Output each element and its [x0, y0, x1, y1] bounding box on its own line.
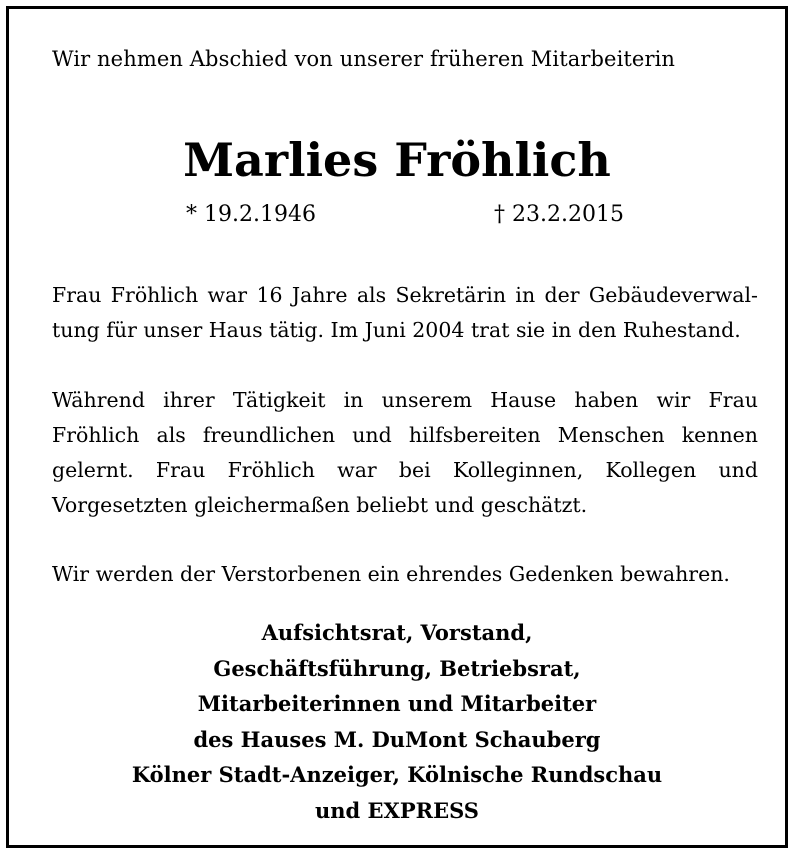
- birth-date: * 19.2.1946: [186, 202, 316, 227]
- death-date: † 23.2.2015: [494, 202, 624, 227]
- text-line: Fröhlich als freundlichen und hilfsbereiten Menschen kennen: [52, 423, 758, 447]
- signature-line: Geschäftsführung, Betriebsrat,: [213, 655, 581, 681]
- text-line: Während ihrer Tätigkeit in unserem Hause haben wir Frau: [52, 388, 758, 412]
- signature-line: und EXPRESS: [315, 797, 479, 823]
- text-line: Vorgesetzten gleichermaßen beliebt und geschätzt.: [52, 493, 588, 517]
- paragraph-tribute: [52, 383, 758, 523]
- deceased-name: Marlies Fröhlich: [183, 133, 611, 187]
- signature-line: Kölner Stadt-Anzeiger, Kölnische Rundschau: [131, 762, 663, 787]
- text-line: tung für unser Haus tätig. Im Juni 2004 trat sie in den Ruhestand.: [52, 318, 741, 342]
- paragraph-remembrance: [52, 557, 758, 592]
- text-line: Wir werden der Verstorbenen ein ehrendes Gedenken bewahren.: [52, 562, 730, 586]
- signature-line: Aufsichtsrat, Vorstand,: [261, 620, 533, 645]
- text-line: gelernt. Frau Fröhlich war bei Kolleginnen, Kollegen und: [52, 458, 758, 482]
- text-line: Frau Fröhlich war 16 Jahre als Sekretärin in der Gebäudeverwal-: [52, 283, 758, 307]
- signature-line: Mitarbeiterinnen und Mitarbeiter: [197, 691, 597, 716]
- signature-line: des Hauses M. DuMont Schauberg: [193, 726, 601, 752]
- signature-block: [9, 615, 785, 828]
- obituary-notice: [6, 6, 788, 848]
- intro-line: Wir nehmen Abschied von unserer früheren Mitarbeiterin: [52, 47, 676, 71]
- paragraph-career: [52, 278, 758, 348]
